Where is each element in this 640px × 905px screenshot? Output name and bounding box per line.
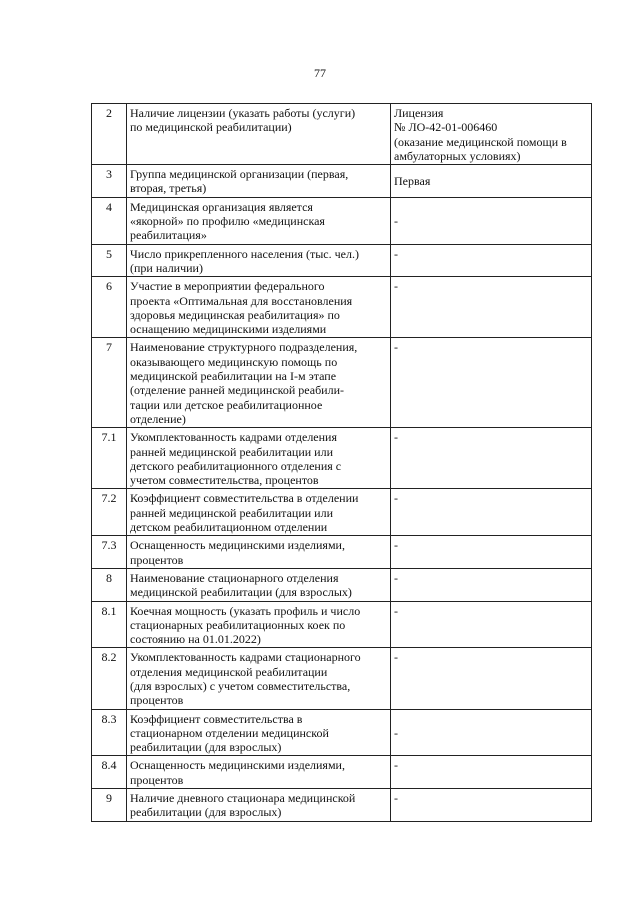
row-value: - bbox=[391, 756, 592, 789]
row-value: - bbox=[391, 338, 592, 428]
row-value: - bbox=[391, 489, 592, 536]
row-label: Коечная мощность (указать профиль и число стационарных реабилитационных коек по состоянию на 01.01.2022) bbox=[127, 601, 391, 648]
table-row bbox=[92, 244, 592, 277]
row-number: 5 bbox=[92, 244, 127, 277]
page-number: 77 bbox=[314, 66, 326, 80]
row-value: - bbox=[391, 536, 592, 569]
rehabilitation-info-table bbox=[91, 103, 592, 822]
row-value: - bbox=[391, 789, 592, 822]
row-label: Оснащенность медицинскими изделиями, процентов bbox=[127, 756, 391, 789]
row-number: 8.3 bbox=[92, 709, 127, 756]
row-number: 9 bbox=[92, 789, 127, 822]
row-label: Наличие дневного стационара медицинской реабилитации (для взрослых) bbox=[127, 789, 391, 822]
row-number: 7 bbox=[92, 338, 127, 428]
row-label: Оснащенность медицинскими изделиями, процентов bbox=[127, 536, 391, 569]
row-number: 3 bbox=[92, 165, 127, 198]
row-value: - bbox=[391, 601, 592, 648]
row-number: 7.3 bbox=[92, 536, 127, 569]
row-label: Наименование стационарного отделения медицинской реабилитации (для взрослых) bbox=[127, 568, 391, 601]
row-label: Участие в мероприятии федерального проекта «Оптимальная для восстановления здоровья медицинская реабилитация» по оснащению медицинскими изделиями bbox=[127, 277, 391, 338]
row-value: Лицензия № ЛО-42-01-006460 (оказание медицинской помощи в амбулаторных условиях) bbox=[391, 104, 592, 165]
row-number: 2 bbox=[92, 104, 127, 165]
table-row bbox=[92, 756, 592, 789]
row-label: Наименование структурного подразделения, оказывающего медицинскую помощь по медицинской реабилитации на I-м этапе (отделение ранней медицинской реабили- тации или детское реабилитационное отделение) bbox=[127, 338, 391, 428]
row-label: Медицинская организация является «якорной» по профилю «медицинская реабилитация» bbox=[127, 197, 391, 244]
row-number: 7.1 bbox=[92, 428, 127, 489]
row-number: 8.4 bbox=[92, 756, 127, 789]
row-number: 8.2 bbox=[92, 648, 127, 709]
table-row bbox=[92, 428, 592, 489]
row-label: Число прикрепленного населения (тыс. чел.) (при наличии) bbox=[127, 244, 391, 277]
table-row bbox=[92, 709, 592, 756]
row-number: 8 bbox=[92, 568, 127, 601]
row-value: Первая bbox=[391, 165, 592, 198]
row-label: Укомплектованность кадрами отделения ранней медицинской реабилитации или детского реабилитационного отделения с учетом совместительства, процентов bbox=[127, 428, 391, 489]
table-row bbox=[92, 165, 592, 198]
table-row bbox=[92, 197, 592, 244]
row-value: - bbox=[391, 428, 592, 489]
table-row bbox=[92, 338, 592, 428]
row-label: Укомплектованность кадрами стационарного отделения медицинской реабилитации (для взрослых) с учетом совместительства, процентов bbox=[127, 648, 391, 709]
row-value: - bbox=[391, 197, 592, 244]
table-row bbox=[92, 489, 592, 536]
table-row bbox=[92, 648, 592, 709]
row-value: - bbox=[391, 648, 592, 709]
table-row bbox=[92, 104, 592, 165]
table-row bbox=[92, 601, 592, 648]
row-value: - bbox=[391, 709, 592, 756]
row-label: Коэффициент совместительства в отделении ранней медицинской реабилитации или детском реабилитационном отделении bbox=[127, 489, 391, 536]
row-value: - bbox=[391, 568, 592, 601]
table-row bbox=[92, 277, 592, 338]
row-number: 6 bbox=[92, 277, 127, 338]
row-label: Наличие лицензии (указать работы (услуги) по медицинской реабилитации) bbox=[127, 104, 391, 165]
row-number: 4 bbox=[92, 197, 127, 244]
row-number: 7.2 bbox=[92, 489, 127, 536]
row-value: - bbox=[391, 277, 592, 338]
row-number: 8.1 bbox=[92, 601, 127, 648]
row-label: Группа медицинской организации (первая, вторая, третья) bbox=[127, 165, 391, 198]
table-row bbox=[92, 536, 592, 569]
table-row bbox=[92, 568, 592, 601]
row-label: Коэффициент совместительства в стационарном отделении медицинской реабилитации (для взрослых) bbox=[127, 709, 391, 756]
row-value: - bbox=[391, 244, 592, 277]
table-row bbox=[92, 789, 592, 822]
